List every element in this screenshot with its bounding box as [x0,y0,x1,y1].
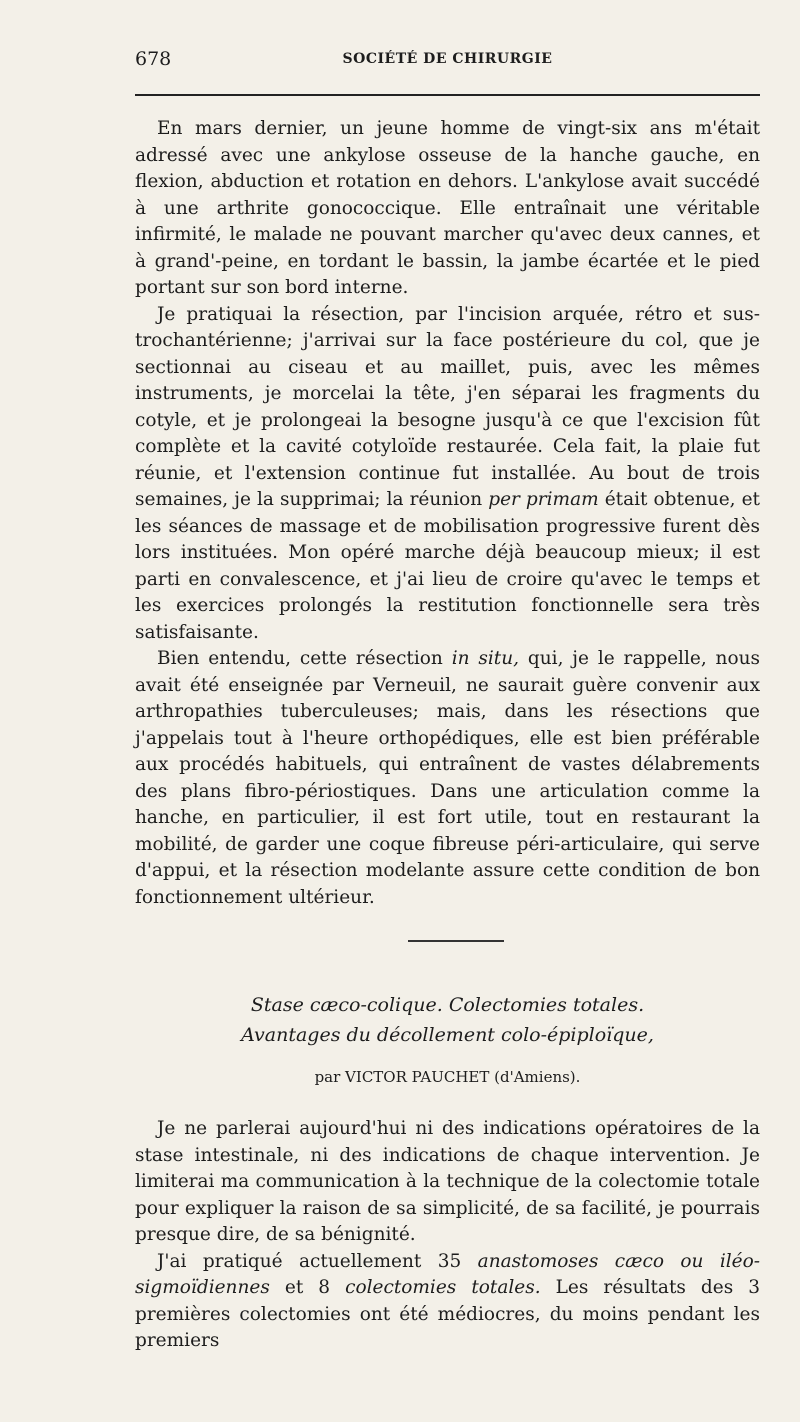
text-run: était obtenue, et les séances de massage et de mobilisation progressive furent dès lors instituées. Mon opéré marche déjà beaucoup mieux; il est parti en convalescence, et j'ai lieu de croire qu'avec le temps et les exercices prolongés la restitution fonctionnelle sera très satisfaisante. [135,489,760,643]
paragraph-anastomoses [135,1249,760,1355]
latin-term: in situ, [451,648,520,669]
paragraph-bien-entendu [135,646,760,911]
text-run: Bien entendu, cette résection [157,648,443,669]
italic-term: anastomoses cæco ou iléo-sigmoïdiennes [135,1250,760,1298]
section-rule [408,940,504,942]
paragraph-ankylose: En mars dernier, un jeune homme de vingt-six ans m'était adressé avec une ankylose osseuse de la hanche gauche, en flexion, abduction et rotation en dehors. L'ankylose avait succédé à une arthrite gonococcique. Elle entraînait une véritable infirmité, le malade ne pouvant marcher qu'avec deux cannes, et à grand'-peine, en tordant le bassin, la jambe écartée et le pied portant sur son bord interne. [135,118,760,298]
article-byline: par VICTOR PAUCHET (d'Amiens). [314,1068,581,1086]
running-title: SOCIÉTÉ DE CHIRURGIE [342,51,553,67]
paragraph-stase: Je ne parlerai aujourd'hui ni des indications opératoires de la stase intestinale, ni des indications de chaque intervention. Je limiterai ma communication à la technique de la colectomie totale pour expliquer la raison de sa simplicité, de sa facilité, je pourrais presque dire, de sa bénignité. [135,1118,760,1245]
latin-term: per primam [488,489,599,510]
text-run: J'ai pratiqué actuellement 35 [157,1250,462,1272]
article-title-line-2: Avantages du décollement colo-épiploïque, [241,1024,654,1046]
italic-term: colectomies totales. [345,1277,541,1298]
header-rule [135,94,760,96]
page-header [135,48,760,78]
page-number: 678 [135,48,172,70]
paragraph-resection [135,302,760,647]
text-run: qui, je le rappelle, nous avait été enseignée par Verneuil, ne saurait guère convenir aux arthropathies tuberculeuses; mais, dans les résections que j'appelais tout à l'heure orthopédiques, elle est bien préférable aux procédés habituels, qui entraînent de vastes délabrements des plans fibro-périostiques. Dans une articulation comme la hanche, en particulier, il est fort utile, tout en restaurant la mobilité, de garder une coque fibreuse péri-articulaire, qui serve d'appui, et la résection modelante assure cette condition de bon fonctionnement ultérieur. [135,648,761,908]
article-title-line-1: Stase cæco-colique. Colectomies totales. [250,994,645,1016]
text-run: Je pratiquai la résection, par l'incision arquée, rétro et sus-trochantérienne; j'arrivai sur la face postérieure du col, que je sectionnai au ciseau et au maillet, puis, avec les mêmes instruments, je morcelai la tête, j'en séparai les fragments du cotyle, et je prolongeai la besogne jusqu'à ce que l'excision fût complète et la cavité cotyloïde restaurée. Cela fait, la plaie fut réunie, et l'extension continue fut installée. Au bout de trois semaines, je la supprimai; la réunion [135,303,760,510]
article-text [135,1116,760,1355]
text-run: et 8 [284,1277,331,1298]
body-text [135,116,760,911]
text-run: Les résultats des 3 premières colectomies ont été médiocres, du moins pendant les premiers [135,1277,760,1351]
